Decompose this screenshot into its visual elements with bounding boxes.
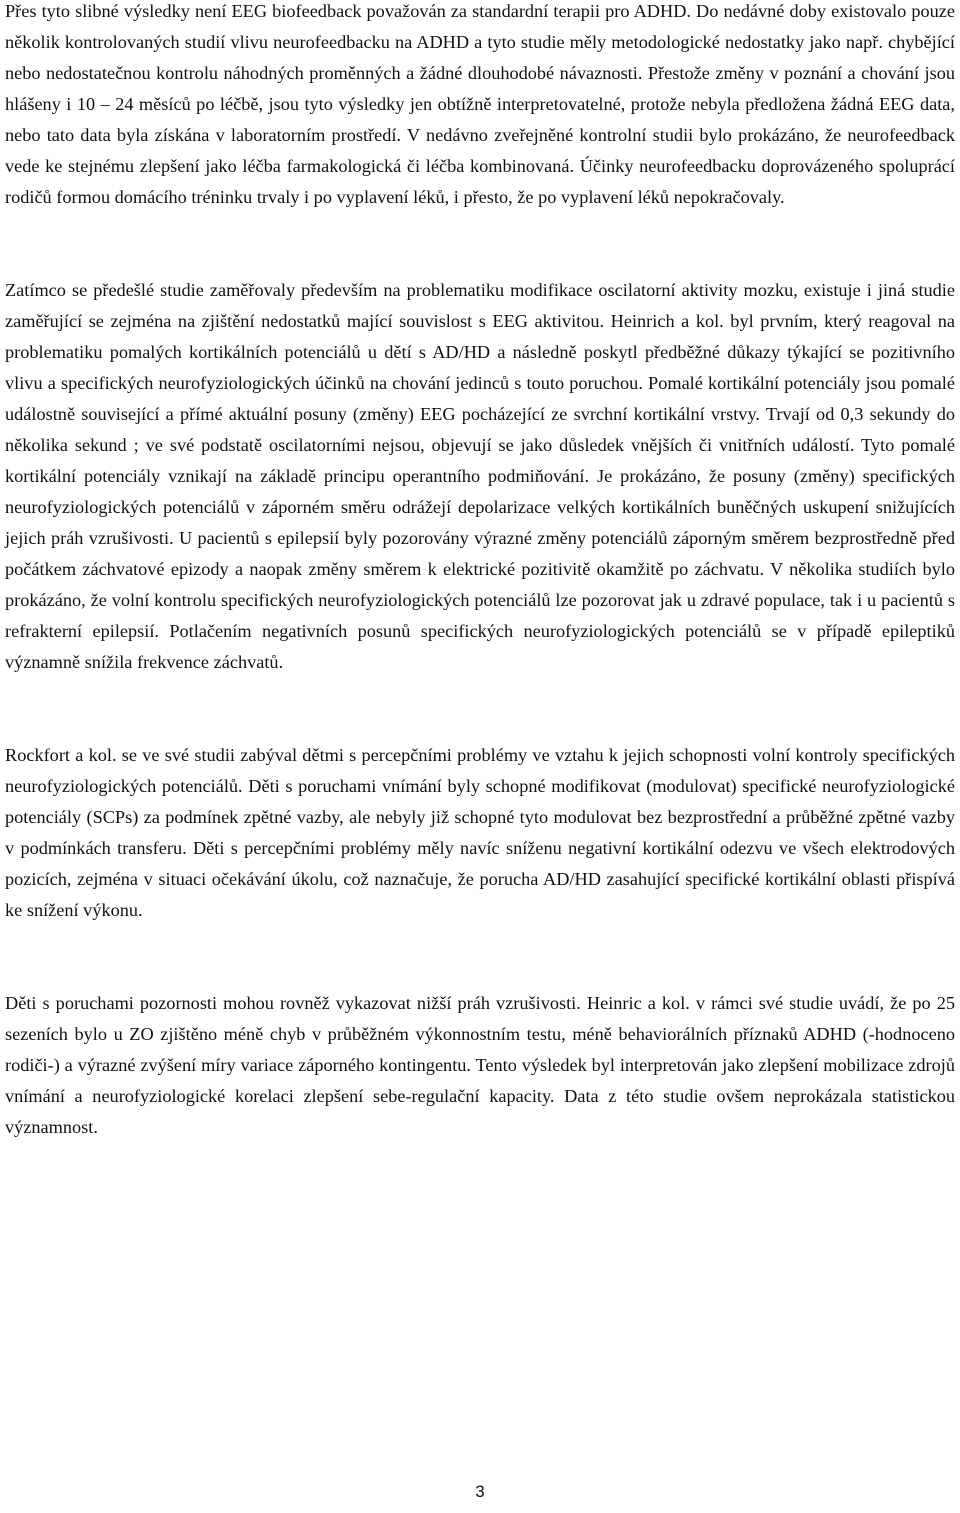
page-number: 3 <box>475 1482 485 1501</box>
paragraph-eeg-biofeedback-adhd: Přes tyto slibné výsledky není EEG biofeedback považován za standardní terapii pro ADHD. Do nedávné doby existovalo pouze několik kontrolovaných studií vlivu neurofeedbacku na ADHD a tyto studie měly metodologické nedostatky jako např. chybějící nebo nedostatečnou kontrolu náhodných proměnných a žádné dlouhodobé návaznosti. Přestože změny v poznání a chování jsou hlášeny i 10 – 24 měsíců po léčbě, jsou tyto výsledky jen obtížně interpretovatelné, protože nebyla předložena žádná EEG data, nebo tato data byla získána v laboratorním prostředí. V nedávno zveřejněné kontrolní studii bylo prokázáno, že neurofeedback vede ke stejnému zlepšení jako léčba farmakologická či léčba kombinovaná. Účinky neurofeedbacku doprovázeného spoluprácí rodičů formou domácího tréninku trvaly i po vyplavení léků, i přesto, že po vyplavení léků nepokračovaly. <box>5 1 955 207</box>
document-page <box>5 0 955 1143</box>
paragraph-rockfort-study: Rockfort a kol. se ve své studii zabýval dětmi s percepčními problémy ve vztahu k jejich schopnosti volní kontroly specifických neurofyziologických potenciálů. Děti s poruchami vnímání byly schopné modifikovat (modulovat) specifické neurofyziologické potenciály (SCPs) za podmínek zpětné vazby, ale nebyly již schopné tyto modulovat bez bezprostřední a průběžné zpětné vazby v podmínkách transferu. Děti s percepčními problémy měly navíc sníženu negativní kortikální odezvu ve všech elektrodových pozicích, zejména v situaci očekávání úkolu, což naznačuje, že porucha AD/HD zasahující specifické kortikální oblasti přispívá ke snížení výkonu. <box>5 745 955 920</box>
paragraph-attention-disorders: Děti s poruchami pozornosti mohou rovněž vykazovat nižší práh vzrušivosti. Heinric a kol. v rámci své studie uvádí, že po 25 sezeních bylo u ZO zjištěno méně chyb v průběžném výkonnostním testu, méně behaviorálních příznaků ADHD (-hodnoceno rodiči-) a výrazné zvýšení míry variace záporného kontingentu. Tento výsledek byl interpretován jako zlepšení mobilizace zdrojů vnímání a neurofyziologické korelaci zlepšení sebe-regulační kapacity. Data z této studie ovšem neprokázala statistickou významnost. <box>5 993 955 1137</box>
paragraph-slow-cortical-potentials: Zatímco se předešlé studie zaměřovaly především na problematiku modifikace oscilatorní aktivity mozku, existuje i jiná studie zaměřující se zejména na zjištění nedostatků mající souvislost s EEG aktivitou. Heinrich a kol. byl prvním, který reagoval na problematiku pomalých kortikálních potenciálů u dětí s AD/HD a následně poskytl předběžné důkazy týkající se pozitivního vlivu a specifických neurofyziologických účinků na chování jedinců s touto poruchou. Pomalé kortikální potenciály jsou pomalé událostně související a přímé aktuální posuny (změny) EEG pocházející ze svrchní kortikální vrstvy. Trvají od 0,3 sekundy do několika sekund ; ve své podstatě oscilatorními nejsou, objevují se jako důsledek vnějších či vnitřních událostí. Tyto pomalé kortikální potenciály vznikají na základě principu operantního podmiňování. Je prokázáno, že posuny (změny) specifických neurofyziologických potenciálů v záporném směru odrážejí depolarizace velkých kortikálních buněčných uskupení snižujících jejich práh vzrušivosti. U pacientů s epilepsií byly pozorovány výrazné změny potenciálů záporným směrem bezprostředně před počátkem záchvatové epizody a naopak změny směrem k elektrické pozitivitě okamžitě po záchvatu. V několika studiích bylo prokázáno, že volní kontrolu specifických neurofyziologických potenciálů lze pozorovat jak u zdravé populace, tak i u pacientů s refrakterní epilepsií. Potlačením negativních posunů specifických neurofyziologických potenciálů se v případě epileptiků významně snížila frekvence záchvatů. <box>5 280 955 672</box>
